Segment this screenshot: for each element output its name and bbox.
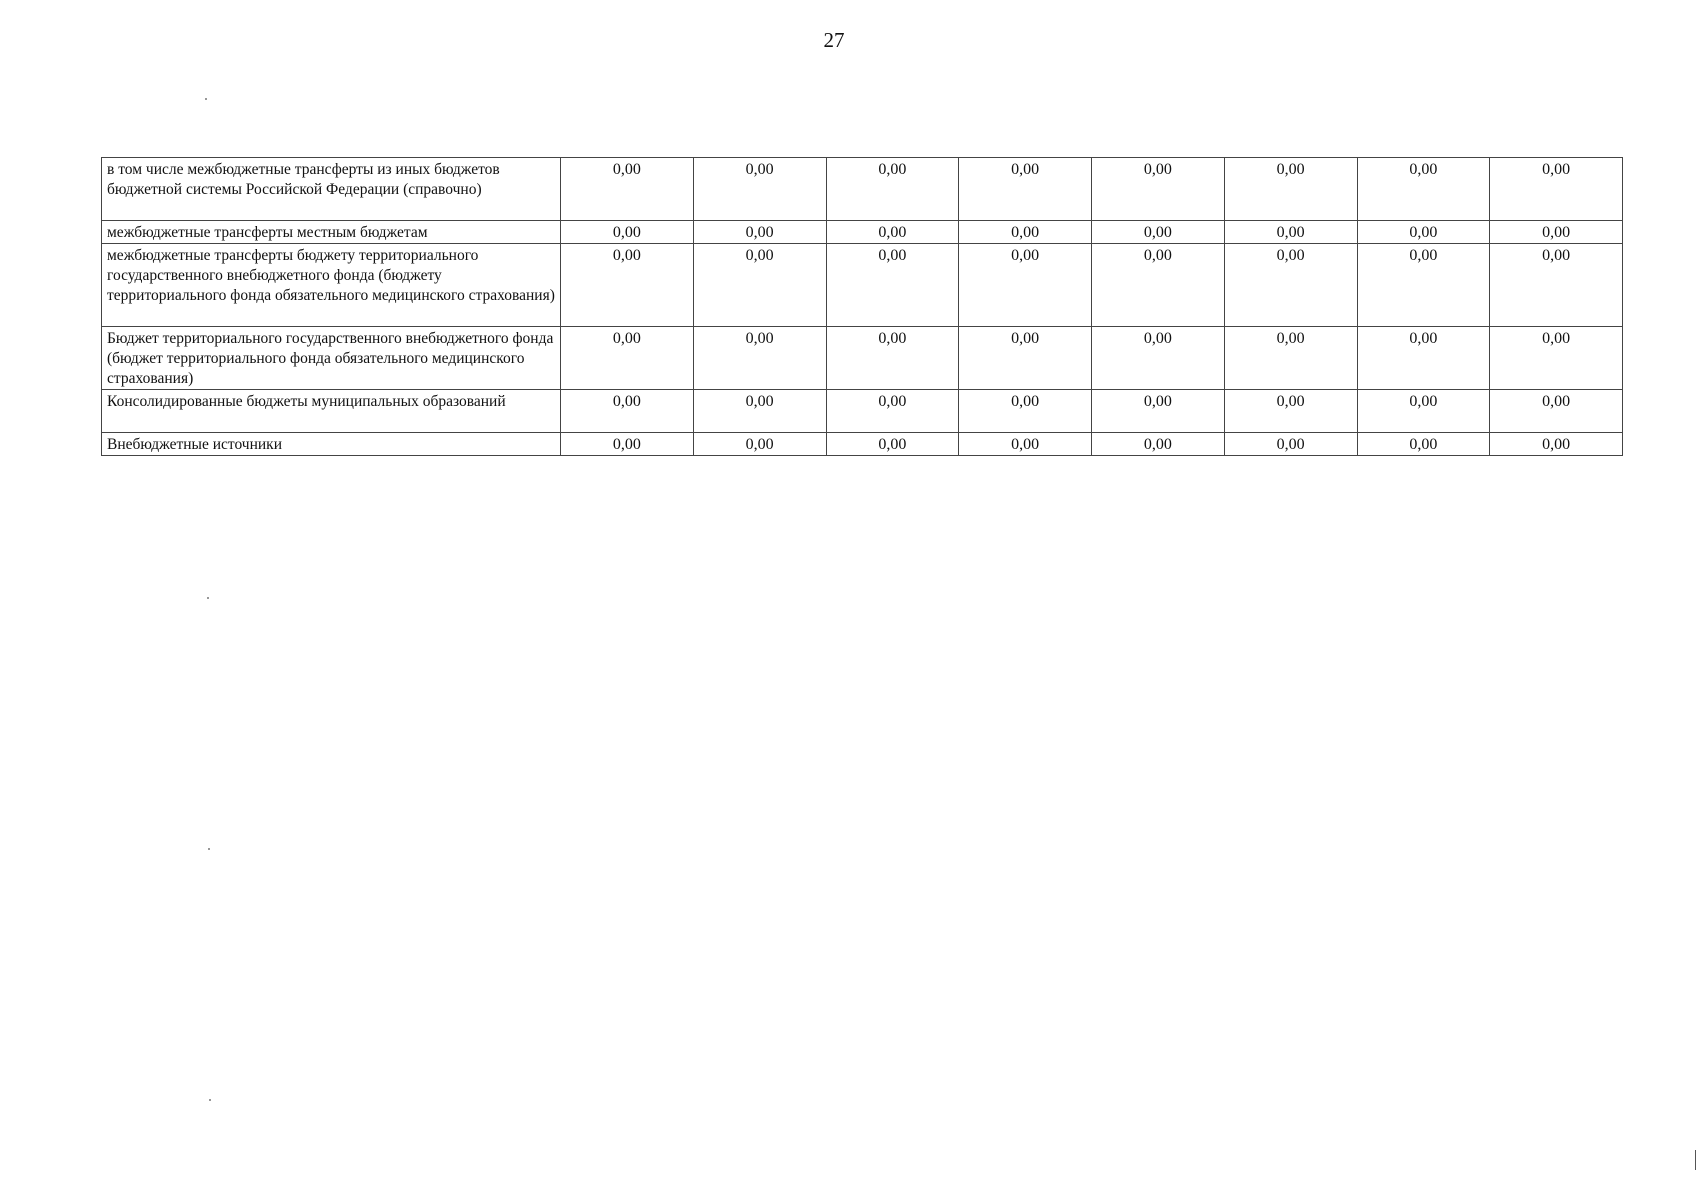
value-cell: 0,00 [1224,327,1357,390]
value-cell: 0,00 [826,244,959,327]
value-cell: 0,00 [1357,433,1490,456]
value-cell: 0,00 [561,327,694,390]
value-cell: 0,00 [1357,327,1490,390]
scan-edge-mark [1695,1150,1696,1170]
value-cell: 0,00 [1490,327,1623,390]
row-label: Бюджет территориального государственного внебюджетного фонда (бюджет территориального фонда обязательного медицинского страхования) [102,327,561,390]
table-row [102,390,1623,433]
value-cell: 0,00 [1224,390,1357,433]
value-cell: 0,00 [1490,158,1623,221]
table-row [102,158,1623,221]
value-cell: 0,00 [1357,390,1490,433]
value-cell: 0,00 [1092,327,1225,390]
value-cell: 0,00 [693,158,826,221]
scan-speck [208,848,210,850]
value-cell: 0,00 [826,327,959,390]
value-cell: 0,00 [959,390,1092,433]
value-cell: 0,00 [561,244,694,327]
value-cell: 0,00 [1092,221,1225,244]
value-cell: 0,00 [826,433,959,456]
value-cell: 0,00 [561,433,694,456]
table-row [102,327,1623,390]
value-cell: 0,00 [1357,244,1490,327]
scan-speck [205,98,207,100]
table-row [102,433,1623,456]
value-cell: 0,00 [1092,433,1225,456]
value-cell: 0,00 [959,433,1092,456]
table-row [102,244,1623,327]
value-cell: 0,00 [959,244,1092,327]
value-cell: 0,00 [693,221,826,244]
scan-speck [209,1099,211,1101]
row-label: межбюджетные трансферты бюджету территориального государственного внебюджетного фонда (бюджету территориального фонда обязательного медицинского страхования) [102,244,561,327]
value-cell: 0,00 [693,390,826,433]
value-cell: 0,00 [561,221,694,244]
value-cell: 0,00 [826,221,959,244]
value-cell: 0,00 [1357,221,1490,244]
scan-speck [207,597,209,599]
row-label: в том числе межбюджетные трансферты из иных бюджетов бюджетной системы Российской Федерации (справочно) [102,158,561,221]
page-number: 27 [823,28,845,52]
value-cell: 0,00 [1224,244,1357,327]
table-row [102,221,1623,244]
value-cell: 0,00 [959,158,1092,221]
value-cell: 0,00 [693,433,826,456]
value-cell: 0,00 [1490,390,1623,433]
value-cell: 0,00 [693,327,826,390]
value-cell: 0,00 [561,158,694,221]
value-cell: 0,00 [826,390,959,433]
value-cell: 0,00 [1092,244,1225,327]
value-cell: 0,00 [959,327,1092,390]
value-cell: 0,00 [1092,390,1225,433]
value-cell: 0,00 [693,244,826,327]
value-cell: 0,00 [1490,244,1623,327]
row-label: Консолидированные бюджеты муниципальных образований [102,390,561,433]
row-label: Внебюджетные источники [102,433,561,456]
value-cell: 0,00 [561,390,694,433]
value-cell: 0,00 [1490,433,1623,456]
row-label: межбюджетные трансферты местным бюджетам [102,221,561,244]
value-cell: 0,00 [959,221,1092,244]
value-cell: 0,00 [1490,221,1623,244]
budget-table [101,157,1623,456]
value-cell: 0,00 [1092,158,1225,221]
value-cell: 0,00 [1224,221,1357,244]
value-cell: 0,00 [1224,433,1357,456]
value-cell: 0,00 [1224,158,1357,221]
value-cell: 0,00 [826,158,959,221]
value-cell: 0,00 [1357,158,1490,221]
